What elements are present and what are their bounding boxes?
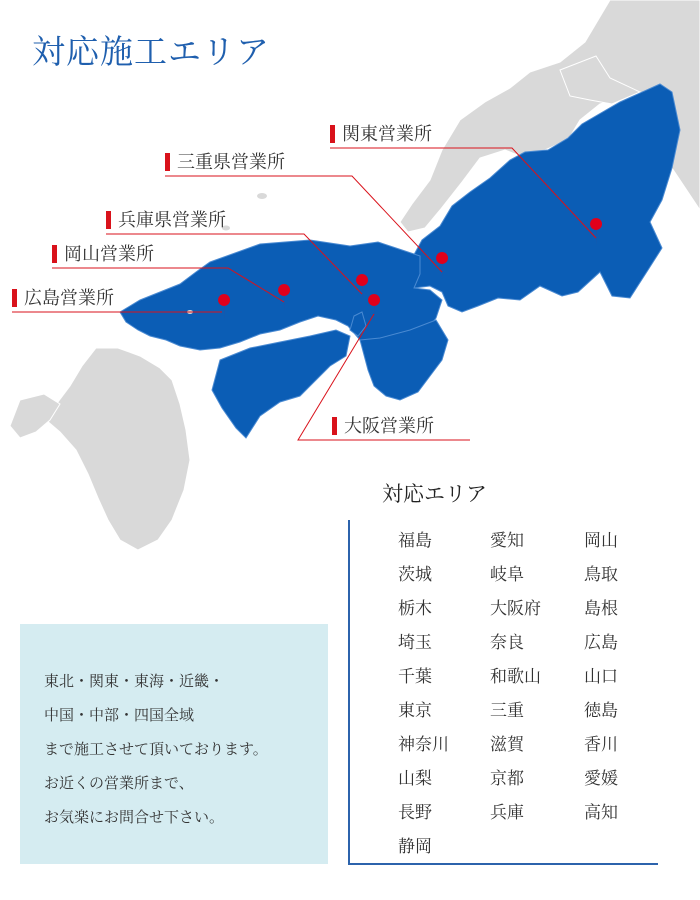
prefecture-name: 兵庫 [490,803,524,823]
office-label-hyogo [106,206,226,232]
island-1 [257,193,267,199]
prefecture-name: 東京 [398,701,432,721]
office-name: 関東営業所 [342,124,432,145]
prefecture-name: 三重 [490,701,524,721]
label-marker-bar [332,417,337,435]
prefecture-name: 広島 [584,633,618,653]
prefecture-name: 京都 [490,769,524,789]
prefecture-name: 静岡 [398,837,432,857]
prefecture-name: 愛知 [490,531,524,551]
page-title: 対応施工エリア [32,32,270,71]
prefecture-name: 山梨 [398,769,432,789]
prefecture-name: 徳島 [584,701,618,721]
office-name: 広島営業所 [24,288,114,309]
prefecture-name: 鳥取 [584,565,618,585]
office-label-osaka [332,412,434,438]
area-list-title: 対応エリア [382,482,487,506]
service-area-list [346,478,666,870]
kyushu-west [10,394,60,438]
shikoku-area [212,330,350,438]
office-label-mie [165,148,285,174]
note-line: お気楽にお問合せ下さい。 [44,808,225,826]
office-label-okayama [52,240,154,266]
office-name: 大阪営業所 [344,416,434,437]
label-marker-bar [12,289,17,307]
prefecture-name: 滋賀 [490,735,524,755]
info-note-text [44,664,268,834]
office-name: 兵庫県営業所 [118,210,226,231]
note-line: まで施工させて頂いております。 [44,740,268,758]
office-name: 岡山営業所 [64,244,154,265]
label-marker-bar [52,245,57,263]
prefecture-name: 神奈川 [398,735,449,755]
office-name: 三重県営業所 [177,152,285,173]
prefecture-name: 島根 [584,599,618,619]
label-marker-bar [106,211,111,229]
info-note-box [20,624,328,864]
kyushu-region [46,348,190,550]
label-marker-bar [165,153,170,171]
prefecture-name: 千葉 [398,667,432,687]
note-line: 中国・中部・四国全域 [44,706,195,724]
prefecture-name: 福島 [398,531,432,551]
prefecture-name: 岐阜 [490,565,524,585]
prefecture-name: 栃木 [398,599,432,619]
prefecture-name: 埼玉 [398,633,432,653]
office-label-hiroshima [12,284,114,310]
prefecture-name: 高知 [584,803,618,823]
prefecture-name: 香川 [584,735,618,755]
office-label-kanto [330,120,432,146]
note-line: お近くの営業所まで、 [44,774,194,792]
prefecture-name: 長野 [398,803,432,823]
prefecture-name: 和歌山 [490,667,541,687]
frame-left-line [348,520,350,865]
prefecture-name: 茨城 [398,565,432,585]
prefecture-name: 大阪府 [490,599,541,619]
prefecture-name: 愛媛 [584,769,618,789]
prefecture-name: 奈良 [490,633,524,653]
prefecture-name: 岡山 [584,531,618,551]
label-marker-bar [330,125,335,143]
prefecture-name: 山口 [584,667,618,687]
note-line: 東北・関東・東海・近畿・ [44,672,225,690]
frame-bottom-line [348,863,658,865]
